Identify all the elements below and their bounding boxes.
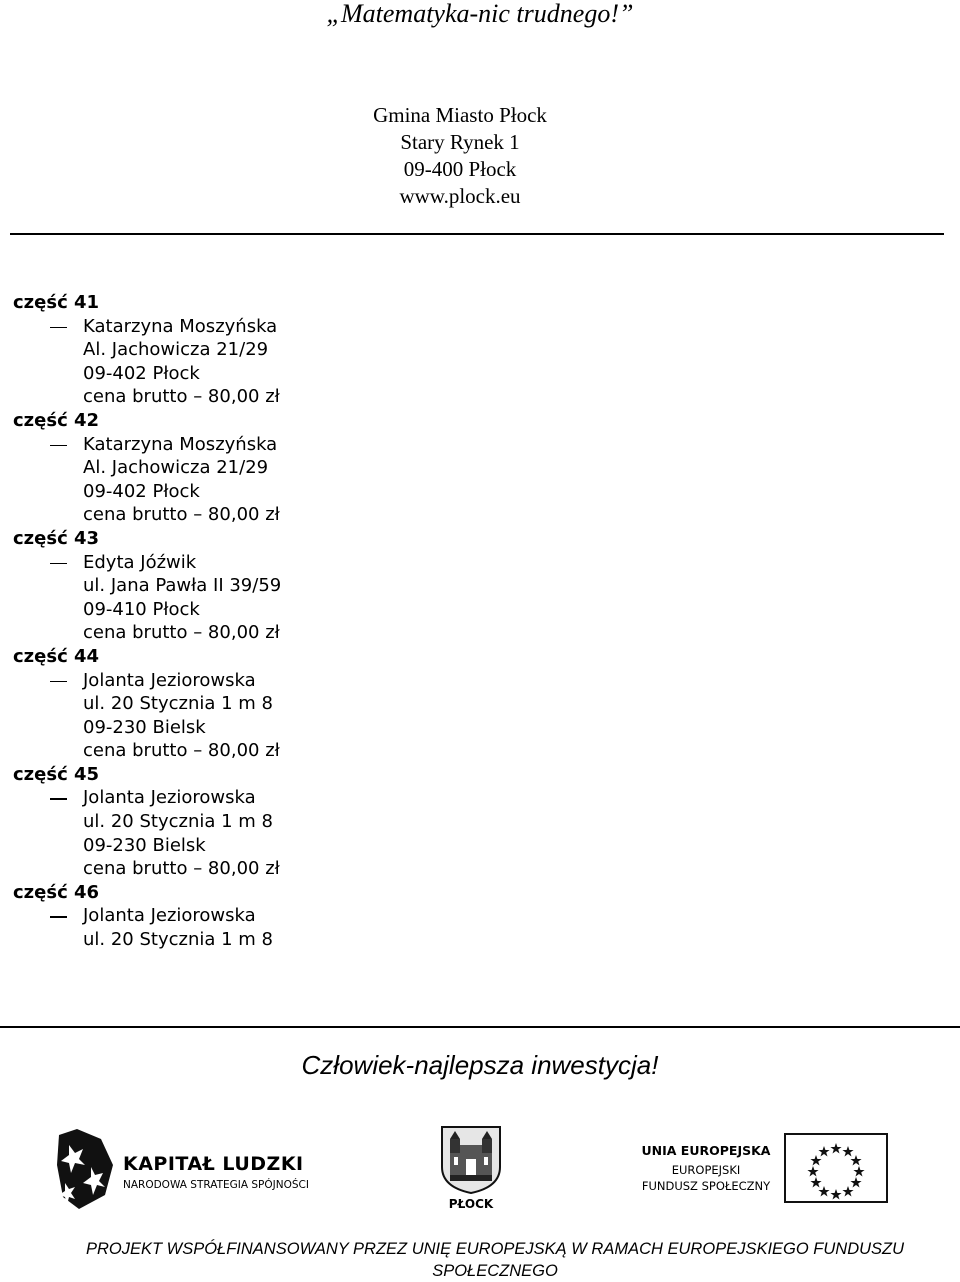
gross-price: cena brutto – 80,00 zł: [83, 740, 280, 762]
plock-coat-of-arms-icon: [436, 1123, 506, 1195]
contractor-name: Jolanta Jeziorowska: [83, 905, 256, 927]
contractor-city: 09-410 Płock: [83, 598, 200, 620]
document-header-title: „Matematyka-nic trudnego!”: [326, 0, 634, 28]
dash-bullet: [50, 681, 67, 683]
gross-price: cena brutto – 80,00 zł: [83, 504, 280, 526]
part-43: [13, 527, 613, 645]
contractor-street: ul. 20 Stycznia 1 m 8: [83, 811, 274, 833]
contractor-street: ul. Jana Pawła II 39/59: [83, 575, 282, 597]
part-title: część 44: [13, 645, 100, 667]
contractor-name: Katarzyna Moszyńska: [83, 433, 278, 455]
part-46: [13, 881, 613, 952]
parts-list: [13, 291, 613, 952]
eu-social-fund-logo: [636, 1133, 891, 1203]
address-line-postal: 09-400 Płock: [403, 157, 517, 181]
gross-price: cena brutto – 80,00 zł: [83, 858, 280, 880]
contractor-name: Jolanta Jeziorowska: [83, 787, 256, 809]
contractor-name: Katarzyna Moszyńska: [83, 315, 278, 337]
address-line-website: www.plock.eu: [399, 184, 521, 208]
part-title: część 43: [13, 527, 100, 549]
contractor-city: 09-230 Bielsk: [83, 716, 206, 738]
contractor-street: ul. 20 Stycznia 1 m 8: [83, 929, 274, 951]
contractor-street: Al. Jachowicza 21/29: [83, 457, 269, 479]
slogan: Człowiek-najlepsza inwestycja!: [301, 1050, 659, 1080]
part-title: część 42: [13, 409, 100, 431]
contractor-street: Al. Jachowicza 21/29: [83, 339, 269, 361]
eu-logo-line3: FUNDUSZ SPOŁECZNY: [641, 1179, 771, 1193]
gross-price: cena brutto – 80,00 zł: [83, 622, 280, 644]
footer-note: [0, 1238, 960, 1282]
part-entry: [13, 433, 613, 527]
contractor-city: 09-230 Bielsk: [83, 834, 206, 856]
part-entry: [13, 786, 613, 880]
part-entry: [13, 904, 613, 951]
part-entry: [13, 669, 613, 763]
dash-bullet: [50, 327, 67, 329]
contractor-city: 09-402 Płock: [83, 480, 200, 502]
eu-logo-line2: EUROPEJSKI: [671, 1163, 741, 1177]
contractor-city: 09-402 Płock: [83, 362, 200, 384]
address-block: [0, 102, 920, 210]
footer-line1: PROJEKT WSPÓŁFINANSOWANY PRZEZ UNIĘ EUROPEJSKĄ W RAMACH EUROPEJSKIEGO FUNDUSZU: [85, 1240, 905, 1258]
part-42: [13, 409, 613, 527]
footer-line2: SPOŁECZNEGO: [432, 1262, 558, 1280]
contractor-street: ul. 20 Stycznia 1 m 8: [83, 693, 274, 715]
plock-coat-of-arms-logo: [436, 1123, 506, 1215]
kapital-ludzki-logo: [55, 1125, 325, 1215]
dash-bullet: [50, 563, 67, 565]
dash-bullet: [50, 916, 67, 918]
dash-bullet: [50, 445, 67, 447]
header-divider: [10, 233, 944, 235]
dash-bullet: [50, 798, 67, 800]
part-title: część 41: [13, 292, 100, 313]
plock-logo-label: PŁOCK: [448, 1197, 494, 1211]
part-45: [13, 763, 613, 881]
kapital-ludzki-title: KAPITAŁ LUDZKI: [123, 1153, 304, 1175]
contractor-name: Edyta Jóźwik: [83, 551, 197, 573]
footer-divider: [0, 1026, 960, 1028]
gross-price: cena brutto – 80,00 zł: [83, 386, 280, 408]
part-41: [13, 291, 613, 409]
part-entry: [13, 315, 613, 409]
kapital-ludzki-emblem-icon: [55, 1125, 117, 1213]
address-line-street: Stary Rynek 1: [400, 130, 520, 154]
eu-flag-icon: [784, 1133, 888, 1203]
part-entry: [13, 551, 613, 645]
contractor-name: Jolanta Jeziorowska: [83, 669, 256, 691]
part-title: część 45: [13, 763, 100, 785]
part-title: część 46: [13, 881, 100, 903]
kapital-ludzki-subtitle: NARODOWA STRATEGIA SPÓJNOŚCI: [123, 1179, 309, 1191]
eu-logo-line1: UNIA EUROPEJSKA: [641, 1143, 771, 1158]
address-line-institution: Gmina Miasto Płock: [373, 103, 547, 127]
part-44: [13, 645, 613, 763]
